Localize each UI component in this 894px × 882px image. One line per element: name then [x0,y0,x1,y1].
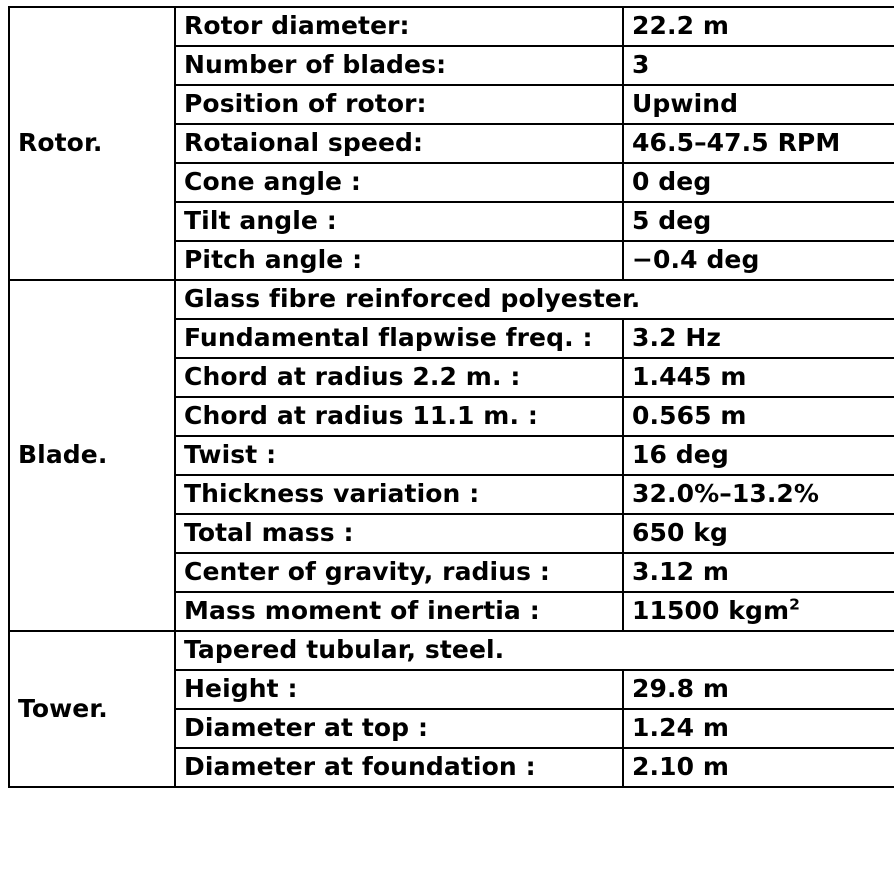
parameter-label: Glass fibre reinforced polyester. [175,280,894,319]
parameter-value: 29.8 m [623,670,894,709]
parameter-value: 2.10 m [623,748,894,787]
parameter-label: Chord at radius 2.2 m. : [175,358,623,397]
parameter-value: 0.565 m [623,397,894,436]
parameter-label: Total mass : [175,514,623,553]
parameter-label: Position of rotor: [175,85,623,124]
parameter-label: Number of blades: [175,46,623,85]
parameter-value: 0 deg [623,163,894,202]
parameter-label: Rotaional speed: [175,124,623,163]
parameter-label: Chord at radius 11.1 m. : [175,397,623,436]
specification-table [8,6,894,788]
parameter-value: 32.0%–13.2% [623,475,894,514]
parameter-value: 16 deg [623,436,894,475]
group-label: Tower. [9,631,175,787]
parameter-value: 1.24 m [623,709,894,748]
parameter-label: Cone angle : [175,163,623,202]
parameter-value: 3.12 m [623,553,894,592]
parameter-value: 46.5–47.5 RPM [623,124,894,163]
parameter-value: −0.4 deg [623,241,894,280]
parameter-label: Twist : [175,436,623,475]
parameter-label: Center of gravity, radius : [175,553,623,592]
parameter-label: Tapered tubular, steel. [175,631,894,670]
parameter-label: Mass moment of inertia : [175,592,623,631]
parameter-value: 22.2 m [623,7,894,46]
group-label: Rotor. [9,7,175,280]
table-row [9,631,894,670]
parameter-value: Upwind [623,85,894,124]
parameter-value: 1.445 m [623,358,894,397]
parameter-label: Diameter at foundation : [175,748,623,787]
parameter-value-base: 11500 kgm [632,596,790,625]
parameter-label: Height : [175,670,623,709]
parameter-value [623,592,894,631]
table-row [9,7,894,46]
parameter-value: 3.2 Hz [623,319,894,358]
parameter-label: Rotor diameter: [175,7,623,46]
parameter-label: Thickness variation : [175,475,623,514]
parameter-value: 5 deg [623,202,894,241]
specification-table-body [9,7,894,787]
parameter-label: Diameter at top : [175,709,623,748]
parameter-label: Pitch angle : [175,241,623,280]
parameter-label: Tilt angle : [175,202,623,241]
parameter-label: Fundamental flapwise freq. : [175,319,623,358]
parameter-value-exponent: 2 [789,595,801,614]
table-row [9,280,894,319]
parameter-value: 3 [623,46,894,85]
group-label: Blade. [9,280,175,631]
parameter-value: 650 kg [623,514,894,553]
